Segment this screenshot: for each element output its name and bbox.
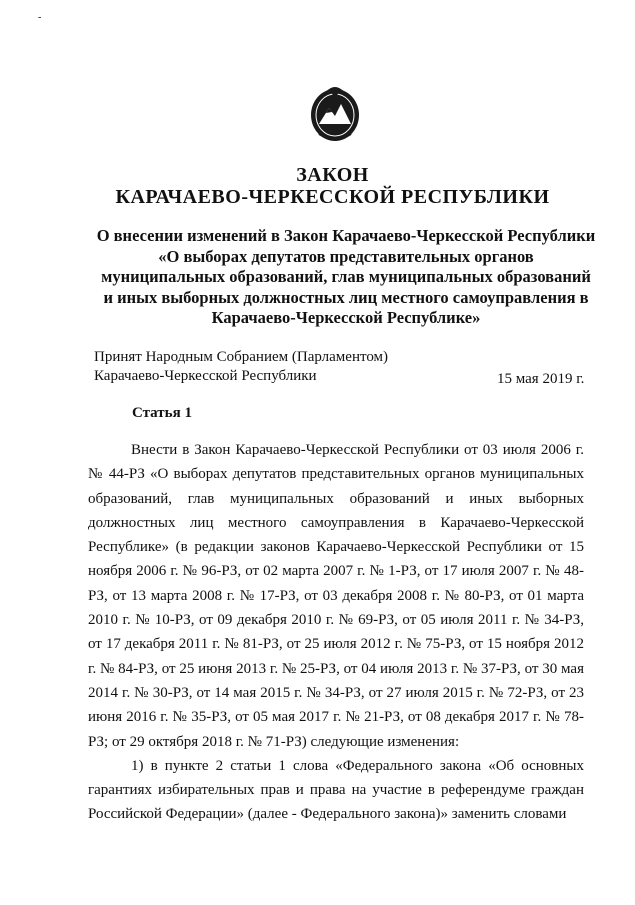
body-paragraph: 1) в пункте 2 статьи 1 слова «Федерального закона «Об основных гарантиях избирательных прав и права на участие в референдуме граждан Российской Федерации» (далее - Федерального закона)» заменить словами (88, 757, 584, 823)
adoption-line-2: Карачаево-Черкесской Республики (94, 368, 317, 384)
article-heading: Статья 1 (132, 405, 192, 421)
law-subtitle: О внесении изменений в Закон Карачаево-Черкесской Республики «О выборах депутатов представительных органов муниципальных образований, глав муниципальных образований и иных выборных должностных лиц местного самоуправления в Карачаево-Черкесской Республике» (96, 226, 596, 327)
republic-title: КАРАЧАЕВО-ЧЕРКЕССКОЙ РЕСПУБЛИКИ (115, 186, 550, 208)
law-title: ЗАКОН (296, 164, 369, 186)
adoption-date: 15 мая 2019 г. (497, 371, 585, 387)
body-paragraph: Внести в Закон Карачаево-Черкесской Республики от 03 июля 2006 г. № 44-РЗ «О выборах депутатов представительных органов муниципальных образований, глав муниципальных образований и иных выборных должностных лиц местного самоуправления в Карачаево-Черкесской Республике» (в редакции законов Карачаево-Черкесской Республики от 15 ноября 2006 г. № 96-РЗ, от 02 марта 2007 г. № 1-РЗ, от 17 июля 2007 г. № 48-РЗ, от 13 марта 2008 г. № 17-РЗ, от 03 декабря 2008 г. № 80-РЗ, от 01 марта 2010 г. № 10-РЗ, от 09 декабря 2010 г. № 69-РЗ, от 05 июля 2011 г. № 34-РЗ, от 17 декабря 2011 г. № 81-РЗ, от 25 июля 2012 г. № 75-РЗ, от 15 ноября 2012 г. № 84-РЗ, от 25 июня 2013 г. № 25-РЗ, от 04 июля 2013 г. № 37-РЗ, от 30 мая 2014 г. № 30-РЗ, от 14 мая 2015 г. № 34-РЗ, от 27 июля 2015 г. № 72-РЗ, от 23 июня 2016 г. № 35-РЗ, от 05 мая 2017 г. № 21-РЗ, от 08 декабря 2017 г. № 78-РЗ; от 29 октября 2018 г. № 71-РЗ) следующие изменения: (88, 442, 584, 750)
article-body (88, 438, 584, 827)
adoption-block (94, 348, 388, 386)
adoption-line-1: Принят Народным Собранием (Парламентом) (94, 349, 389, 365)
coat-of-arms-icon (305, 80, 365, 146)
corner-mark: - (38, 12, 42, 23)
